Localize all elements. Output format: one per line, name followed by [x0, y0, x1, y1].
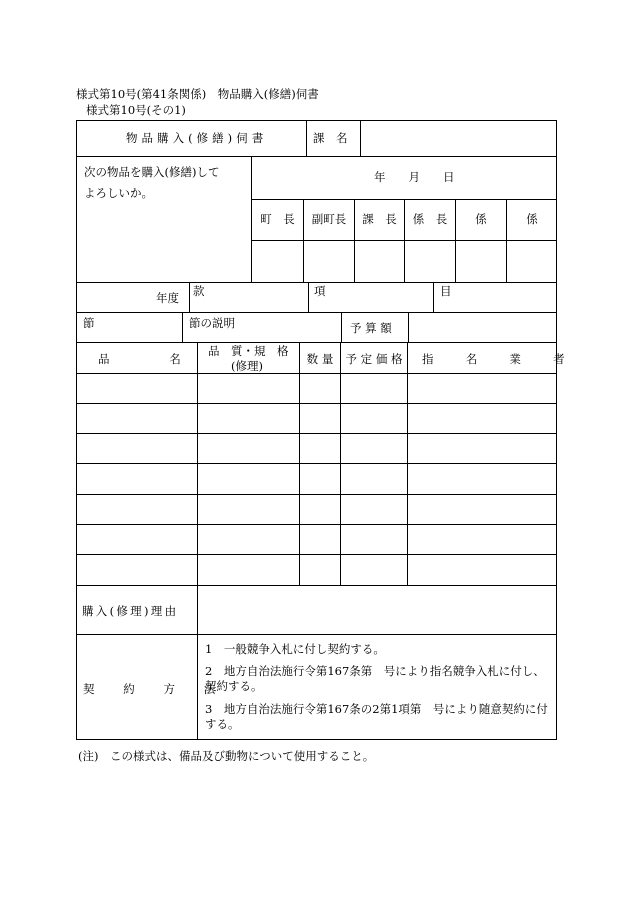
budget-amount-label: 予 算 額	[350, 321, 392, 335]
fiscal-year-label: 年度	[156, 291, 179, 305]
col-quality-spec: 品 質・規 格	[208, 344, 289, 358]
kou-label: 項	[314, 284, 326, 298]
ka-name-label: 課 名	[313, 131, 348, 145]
table-row	[76, 554, 557, 555]
approver-vice-mayor: 副町長	[311, 212, 347, 226]
form-title: 物品購入(修繕)伺書	[126, 131, 268, 145]
form-subnumber: 様式第10号(その1)	[86, 103, 186, 117]
approver-subsection-chief: 係 長	[412, 212, 448, 226]
request-text-line1: 次の物品を購入(修繕)して	[84, 165, 220, 179]
kan-label: 款	[193, 284, 205, 298]
contract-method-3: 3 地方自治法施行令第167条の2第1項第 号により随意契約に付する。	[205, 702, 548, 731]
request-text-line2: よろしいか。	[84, 186, 153, 200]
contract-method-label: 契 約 方 法	[83, 682, 224, 696]
table-row	[76, 524, 557, 525]
approver-mayor: 町 長	[260, 212, 295, 226]
moku-label: 目	[440, 284, 452, 298]
table-row	[76, 403, 557, 404]
table-row	[76, 494, 557, 495]
contract-method-2: 2 地方自治法施行令第167条第 号により指名競争入札に付し、契約する。	[205, 664, 545, 693]
purchase-reason-label: 購入(修理)理由	[82, 604, 179, 618]
setsu-description-label: 節の説明	[189, 316, 235, 330]
table-row	[76, 463, 557, 464]
date-label: 年 月 日	[374, 170, 455, 184]
col-designated-vendor: 指 名 業 者	[422, 352, 575, 366]
col-quality-repair: (修理)	[231, 359, 263, 373]
approver-staff-1: 係	[475, 212, 487, 226]
col-item-name: 品 名	[98, 352, 188, 366]
approver-section-chief: 課 長	[362, 212, 397, 226]
table-row	[76, 433, 557, 434]
col-quantity: 数 量	[306, 352, 334, 366]
usage-note: (注) この様式は、備品及び動物について使用すること。	[78, 749, 375, 763]
contract-method-1: 1 一般競争入札に付し契約する。	[205, 642, 385, 656]
setsu-label: 節	[83, 316, 95, 330]
table-row	[76, 373, 557, 374]
col-estimated-price: 予 定 価 格	[345, 352, 403, 366]
form-number-heading: 様式第10号(第41条関係) 物品購入(修繕)伺書	[76, 87, 319, 101]
approver-staff-2: 係	[526, 212, 538, 226]
